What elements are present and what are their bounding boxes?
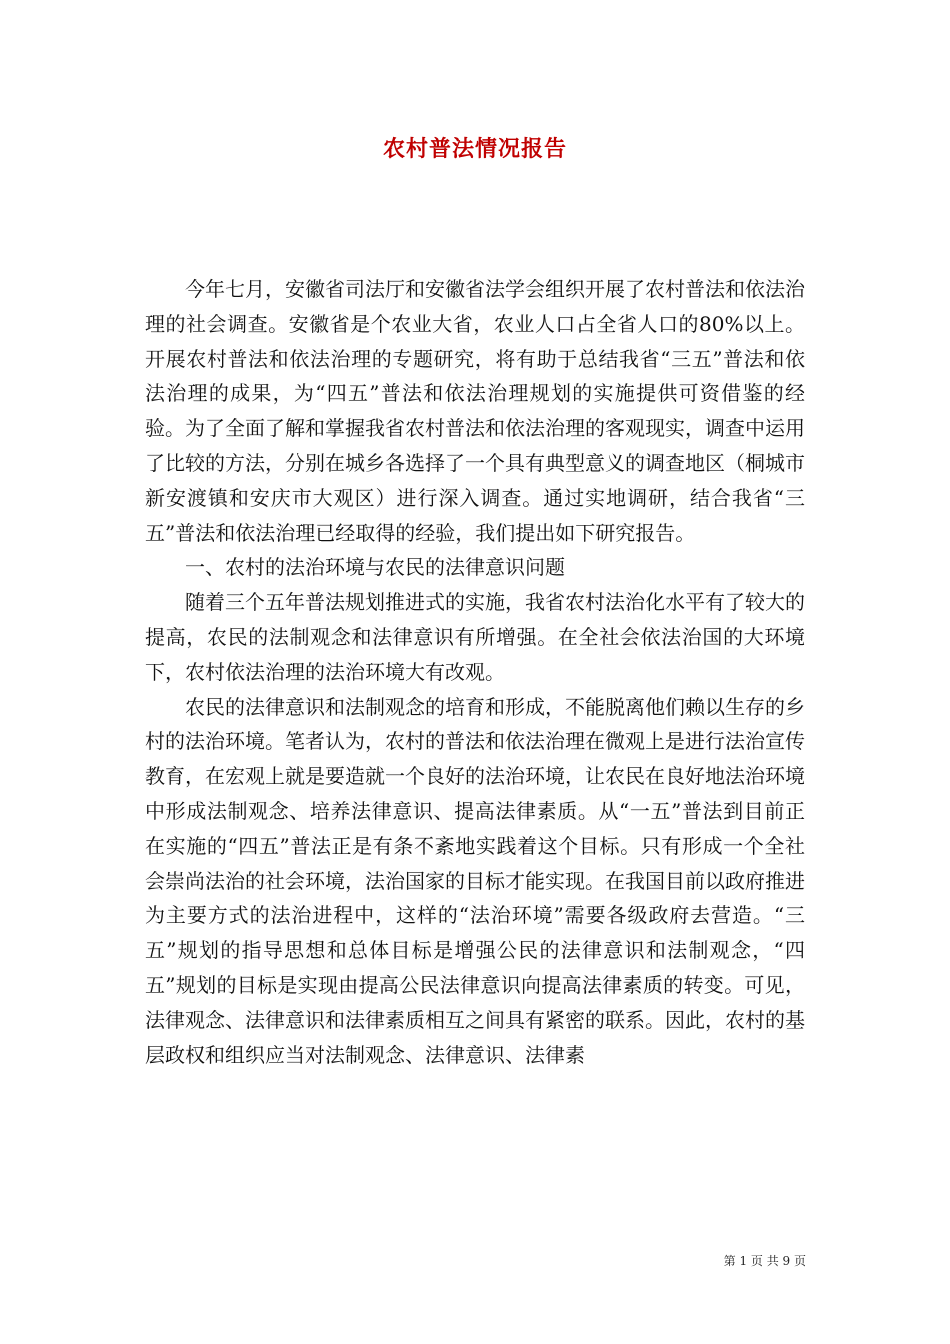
paragraph-legal-awareness: 农民的法律意识和法制观念的培育和形成，不能脱离他们赖以生存的乡村的法治环境。笔者认为，农村的普法和依法治理在微观上是进行法治宣传教育，在宏观上就是要造就一个良好的法治环境，让农民在良好地法治环境中形成法制观念、培养法律意识、提高法律素质。从“一五”普法到目前正在实施的“四五”普法正是有条不紊地实践着这个目标。只有形成一个全社会崇尚法治的社会环境，法治国家的目标才能实现。在我国目前以政府推进为主要方式的法治进程中，这样的“法治环境”需要各级政府去营造。“三五”规划的指导思想和总体目标是增强公民的法律意识和法制观念，“四五”规划的目标是实现由提高公民法律意识向提高法律素质的转变。可见，法律观念、法律意识和法律素质相互之间具有紧密的联系。因此，农村的基层政权和组织应当对法制观念、法律意识、法律素 <box>145 694 805 1067</box>
page-number-footer: 第 1 页 共 9 页 <box>723 1254 806 1268</box>
paragraph-progress: 随着三个五年普法规划推进式的实施，我省农村法治化水平有了较大的提高，农民的法制观念和法律意识有所增强。在全社会依法治国的大环境下，农村依法治理的法治环境大有改观。 <box>145 590 805 684</box>
document-title: 农村普法情况报告 <box>382 136 567 162</box>
paragraph-intro: 今年七月，安徽省司法厅和安徽省法学会组织开展了农村普法和依法治理的社会调查。安徽省是个农业大省，农业人口占全省人口的80%以上。开展农村普法和依法治理的专题研究，将有助于总结我省“三五”普法和依法治理的成果，为“四五”普法和依法治理规划的实施提供可资借鉴的经验。为了全面了解和掌握我省农村普法和依法治理的客观现实，调查中运用了比较的方法，分别在城乡各选择了一个具有典型意义的调查地区（桐城市新安渡镇和安庆市大观区）进行深入调查。通过实地调研，结合我省“三五”普法和依法治理已经取得的经验，我们提出如下研究报告。 <box>145 277 805 545</box>
section-heading: 一、农村的法治环境与农民的法律意识问题 <box>185 555 565 580</box>
document-body <box>145 272 805 1072</box>
